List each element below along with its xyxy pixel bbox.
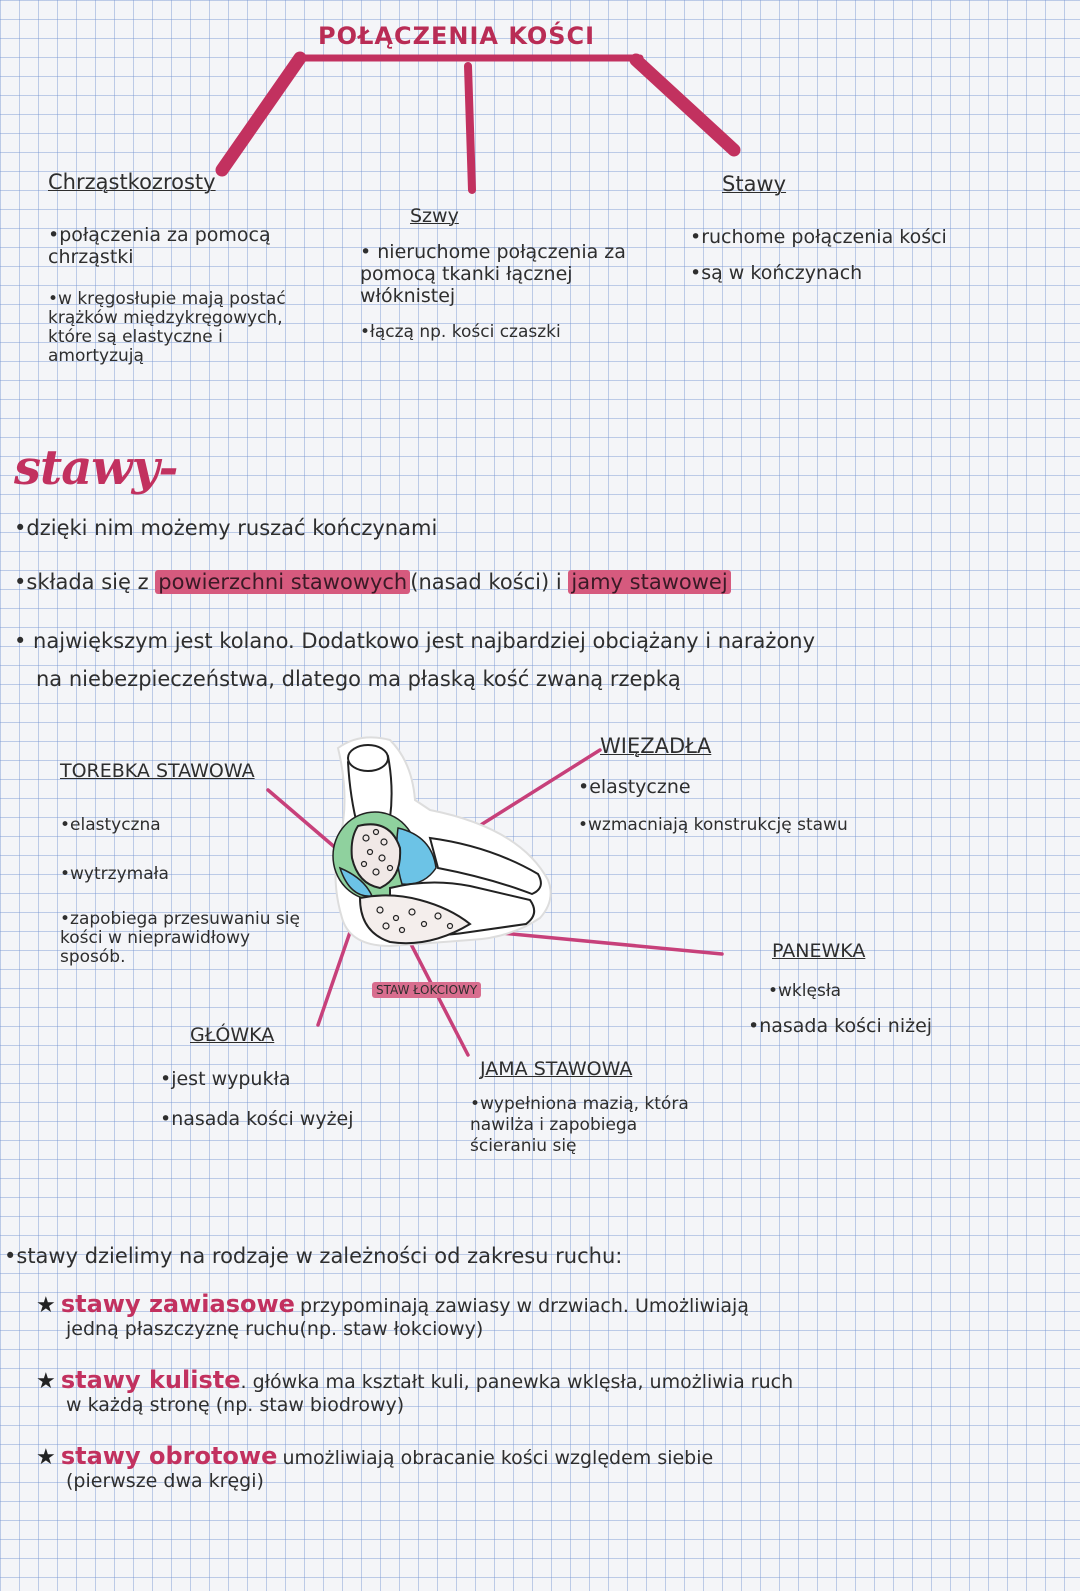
- branch-point: •łączą np. kości czaszki: [360, 322, 561, 342]
- joint-type-desc: umożliwiają obracanie kości względem siebie: [282, 1447, 714, 1469]
- label-point: •nasada kości niżej: [748, 1015, 933, 1037]
- bullet-composition: [14, 570, 731, 594]
- joint-type-pivot: [36, 1442, 1066, 1492]
- label-heading: WIĘZADŁA: [600, 734, 712, 758]
- joint-type-desc: (pierwsze dwa kręgi): [66, 1470, 264, 1492]
- label-point: •wzmacniają konstrukcję stawu: [578, 815, 848, 835]
- bullet-knee: [14, 626, 1064, 694]
- branch-point: •w kręgosłupie mają postać krążków międzykręgowych, które są elastyczne i amortyzują: [48, 289, 286, 366]
- label-heading: TOREBKA STAWOWA: [60, 760, 255, 782]
- branch-heading: Stawy: [722, 172, 787, 196]
- star-icon: ★: [36, 1369, 56, 1394]
- label-point: •elastyczne: [578, 776, 691, 798]
- label-point: •wklęsła: [768, 981, 842, 1001]
- joint-type-name: stawy kuliste: [60, 1366, 241, 1394]
- label-wiezadla: [578, 734, 978, 835]
- joint-type-hinge: [36, 1290, 1066, 1340]
- label-panewka: [748, 940, 1008, 1037]
- joint-type-desc: w każdą stronę (np. staw biodrowy): [66, 1394, 405, 1416]
- branch-heading: Chrząstkozrosty: [48, 170, 216, 194]
- label-point: •zapobiega przesuwaniu się kości w nieprawidłowy sposób.: [60, 909, 300, 967]
- label-glowka: [160, 1024, 440, 1130]
- label-point: •elastyczna: [60, 815, 161, 835]
- label-point: •nasada kości wyżej: [160, 1108, 354, 1130]
- label-point: •jest wypukła: [160, 1068, 291, 1090]
- elbow-joint-illustration: [320, 728, 565, 980]
- bullet-line: na niebezpieczeństwa, dlatego ma płaską kość zwaną rzepką: [36, 667, 681, 691]
- label-heading: JAMA STAWOWA: [480, 1058, 633, 1080]
- diagram-caption: STAW ŁOKCIOWY: [372, 982, 481, 998]
- highlight-cavity: jamy stawowej: [568, 570, 730, 594]
- label-jama: [470, 1058, 730, 1157]
- bullet-movement: •dzięki nim możemy ruszać kończynami: [14, 516, 438, 540]
- label-point: •wytrzymała: [60, 864, 169, 884]
- star-icon: ★: [36, 1445, 56, 1470]
- branch-stawy: [690, 172, 1060, 284]
- joint-type-name: stawy zawiasowe: [60, 1290, 295, 1318]
- joint-type-desc: . główka ma kształt kuli, panewka wklęsła, umożliwia ruch: [240, 1371, 794, 1393]
- joint-type-name: stawy obrotowe: [60, 1442, 278, 1470]
- section-title: stawy-: [14, 440, 178, 496]
- label-point: •wypełniona mazią, która nawilża i zapobiega ścieraniu się: [470, 1094, 689, 1156]
- branch-point: • nieruchome połączenia za pomocą tkanki łącznej włóknistej: [360, 241, 626, 307]
- branch-point: •są w kończynach: [690, 262, 863, 284]
- label-heading: PANEWKA: [772, 940, 866, 962]
- types-intro: •stawy dzielimy na rodzaje w zależności od zakresu ruchu:: [4, 1244, 623, 1268]
- star-icon: ★: [36, 1293, 56, 1318]
- label-torebka: [60, 760, 320, 967]
- bullet-line: • największym jest kolano. Dodatkowo jest najbardziej obciążany i narażony: [14, 629, 816, 653]
- joint-type-ball: [36, 1366, 1076, 1416]
- joint-type-desc: przypominają zawiasy w drzwiach. Umożliwiają: [300, 1295, 749, 1317]
- bullet-text: •składa się z: [14, 570, 149, 594]
- highlight-surfaces: powierzchni stawowych: [155, 570, 410, 594]
- branch-heading: Szwy: [410, 205, 459, 227]
- bullet-text: (nasad kości) i: [410, 570, 562, 594]
- branch-szwy: [360, 205, 680, 342]
- page-title: POŁĄCZENIA KOŚCI: [318, 22, 596, 50]
- branch-point: •ruchome połączenia kości: [690, 226, 947, 248]
- branch-chrzastkozrosty: [48, 170, 348, 366]
- label-heading: GŁÓWKA: [190, 1024, 275, 1046]
- branch-point: •połączenia za pomocą chrząstki: [48, 224, 271, 268]
- joint-type-desc: jedną płaszczyznę ruchu(np. staw łokciowy): [66, 1318, 484, 1340]
